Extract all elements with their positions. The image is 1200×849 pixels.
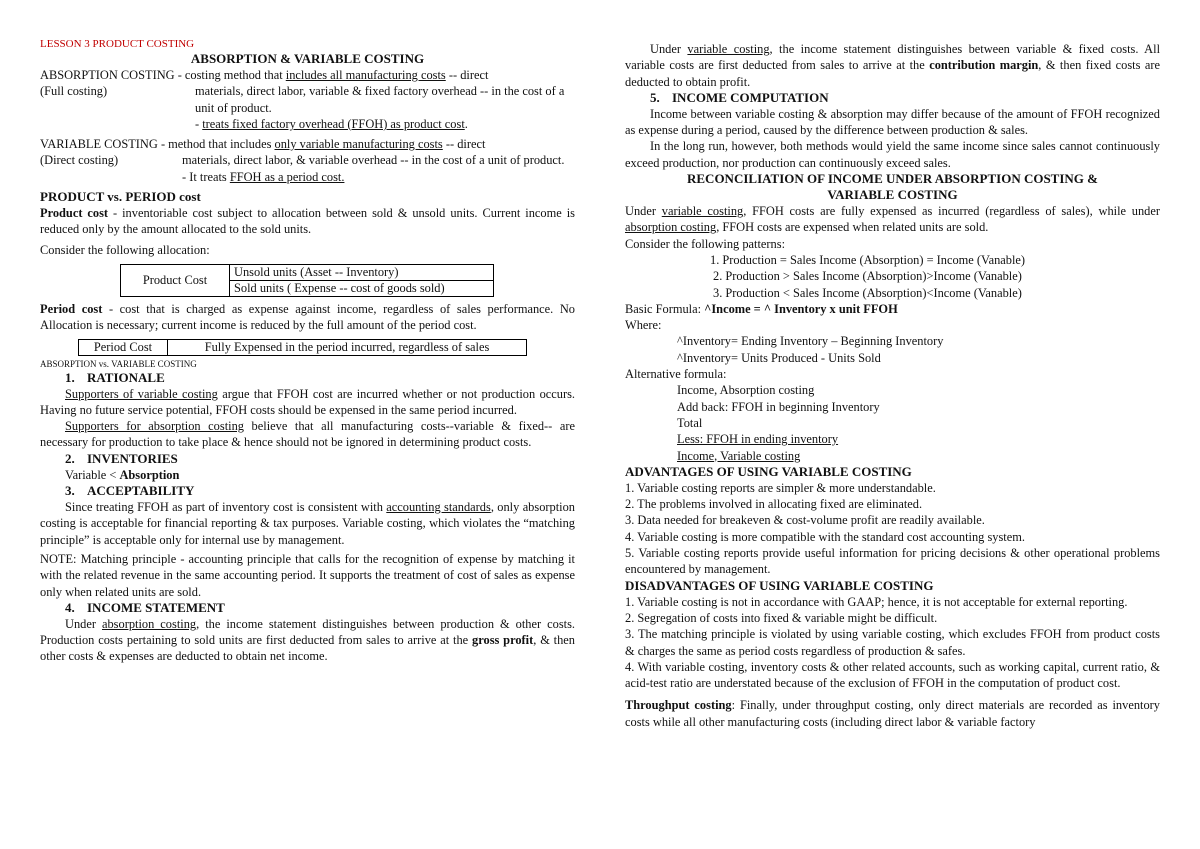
- product-vs-period-heading: PRODUCT vs. PERIOD cost: [40, 189, 201, 205]
- gross-profit: gross profit: [472, 633, 534, 648]
- patterns-list: [625, 252, 1160, 301]
- disadvantages-heading: DISADVANTAGES OF USING VARIABLE COSTING: [625, 577, 934, 593]
- rec-variable: variable costing: [661, 204, 744, 219]
- reconciliation-heading-line2: VARIABLE COSTING: [827, 187, 958, 203]
- advantage-item: 1. Variable costing reports are simpler & more understandable.: [625, 480, 936, 495]
- alt-line: Add back: FFOH in beginning Inventory: [677, 399, 880, 414]
- sold-units-cell: Sold units ( Expense -- cost of goods sold): [230, 280, 494, 296]
- acceptability-heading: [40, 483, 575, 499]
- contribution-margin: contribution margin: [929, 58, 1039, 73]
- acceptability-number: 3.: [65, 483, 75, 499]
- disadvantage-item: 3. The matching principle is violated by using variable costing, which excludes FFOH from product costs & charges the same as period costs regardless of production & safes.: [625, 627, 1160, 658]
- pattern-item: 1. Production = Sales Income (Absorption) = Income (Vanable): [710, 252, 1026, 267]
- where-line1: ^Inventory= Ending Inventory – Beginning Inventory: [677, 334, 944, 349]
- rationale-absorption-text: believe that all manufacturing costs--variable & fixed-- are necessary for production to take place & hence should not be ignored in determining product costs.: [40, 419, 576, 450]
- absorption-rest2: materials, direct labor, variable & fixed factory overhead -- in the cost of a unit of product.: [195, 84, 565, 115]
- full-costing-term: (Full costing): [40, 84, 108, 99]
- acceptability-label: ACCEPTABILITY: [87, 483, 195, 499]
- rec-pre: Under: [625, 204, 662, 219]
- advantages-list: [625, 480, 1160, 578]
- patterns-intro: Consider the following patterns:: [625, 236, 786, 251]
- absorption-ffoh-note: treats fixed factory overhead (FFOH) as product cost: [202, 116, 465, 131]
- variable-dash: - method that includes: [157, 137, 275, 152]
- product-cost-term: Product cost: [40, 206, 109, 221]
- var-pre: Under: [650, 42, 688, 56]
- variable-income-statement-paragraph: [625, 41, 1160, 90]
- income-computation-paragraph2: In the long run, however, both methods would yield the same income since sales cannot continuously exceed production, nor production can continuously exceed sales.: [625, 139, 1160, 170]
- matching-principle-note: NOTE: Matching principle - accounting principle that calls for the recognition of expense by matching it with the related revenue in the same accounting period. It supports the treatment of cost of sales as expense only when related units are sold.: [40, 551, 575, 599]
- period-cost-term: Period cost: [40, 301, 103, 316]
- document-title: ABSORPTION & VARIABLE COSTING: [190, 51, 425, 66]
- reconciliation-heading-line1: RECONCILIATION OF INCOME UNDER ABSORPTION COSTING &: [687, 171, 1098, 187]
- basic-formula: [625, 301, 1160, 317]
- alt-line-income-variable: Income, Variable costing: [677, 448, 801, 463]
- advantage-item: 3. Data needed for breakeven & cost-volume profit are readily available.: [625, 513, 985, 528]
- pattern-item: 2. Production > Sales Income (Absorption)>Income (Vanable): [713, 269, 1022, 284]
- income-computation-heading: [625, 90, 1160, 106]
- inventories-label: INVENTORIES: [87, 450, 178, 466]
- inventories-line: [40, 467, 575, 483]
- variable-term: VARIABLE COSTING: [40, 137, 158, 152]
- absorption-rest1: -- direct: [445, 68, 489, 82]
- income-computation-label: INCOME COMPUTATION: [672, 89, 829, 105]
- right-column: [625, 41, 1160, 730]
- rec-post: , FFOH costs are expensed when related units are sold.: [716, 220, 989, 235]
- acceptability-paragraph: [40, 499, 575, 548]
- acceptability-pre: Since treating FFOH as part of inventory cost is consistent with: [65, 500, 387, 515]
- absorption-dash: - costing method that: [174, 68, 286, 82]
- left-column: [40, 38, 575, 665]
- lesson-label: LESSON 3 PRODUCT COSTING: [40, 38, 195, 50]
- rec-absorption: absorption costing: [625, 220, 717, 235]
- period-cost-text: - cost that is charged as expense against income, regardless of sales performance. No Allocation is necessary; current income is reduced by the full amount of the period cost.: [40, 301, 575, 333]
- alt-line-less: Less: FFOH in ending inventory: [677, 432, 839, 447]
- disadvantages-list: [625, 594, 1160, 692]
- period-cost-paragraph: [40, 301, 575, 334]
- pattern-item: 3. Production < Sales Income (Absorption)<Income (Vanable): [713, 285, 1022, 300]
- advantage-item: 2. The problems involved in allocating fixed are eliminated.: [625, 497, 923, 512]
- inventories-absorption: Absorption: [119, 467, 180, 482]
- absorption-underlined: includes all manufacturing costs: [285, 68, 446, 82]
- unsold-units-cell: Unsold units (Asset -- Inventory): [230, 264, 494, 280]
- throughput-costing-term: Throughput costing: [625, 698, 732, 713]
- advantage-item: 5. Variable costing reports provide useful information for pricing decisions & other operational problems encountered by management.: [625, 546, 1160, 577]
- product-cost-paragraph: [40, 205, 575, 238]
- rationale-variable-text: argue that FFOH cost are incurred whether or not production occurs. Having no future service potential, FFOH costs should be expensed in the same period incurred.: [40, 386, 576, 417]
- accounting-standards: accounting standards: [386, 500, 491, 515]
- comparison-small-heading: ABSORPTION vs. VARIABLE COSTING: [40, 358, 197, 369]
- rationale-absorption-supporters: Supporters for absorption costing: [65, 419, 244, 434]
- disadvantage-item: 1. Variable costing is not in accordance with GAAP; hence, it is not acceptable for external reporting.: [625, 594, 1128, 609]
- income-statement-number: 4.: [65, 599, 75, 615]
- rationale-label: RATIONALE: [87, 369, 165, 385]
- throughput-costing-text: : Finally, under throughput costing, only direct materials are recorded as inventory costs while all other manufacturing costs (including direct labor & variable factory: [625, 698, 1160, 729]
- income-statement-label: INCOME STATEMENT: [87, 599, 225, 615]
- income-statement-pre: Under: [65, 616, 102, 631]
- variable-rest1: -- direct: [442, 137, 486, 152]
- income-statement-post: , & then other costs & expenses are deducted to obtain net income.: [40, 633, 576, 664]
- alt-line: Income, Absorption costing: [677, 383, 815, 398]
- alt-line: Total: [677, 415, 703, 430]
- where-line2: ^Inventory= Units Produced - Units Sold: [677, 350, 881, 365]
- product-cost-text: - inventoriable cost subject to allocation between sold & unsold units. Current income is reduced only by the amount allocated to the sold units.: [40, 206, 575, 237]
- income-computation-number: 5.: [650, 89, 660, 105]
- basic-formula-label: Basic Formula:: [625, 301, 705, 316]
- inventories-heading: [40, 451, 575, 467]
- absorption-line3-post: .: [464, 116, 468, 131]
- absorption-costing-definition: [40, 67, 575, 132]
- disadvantage-item: 4. With variable costing, inventory costs & other related accounts, such as working capital, current ratio, & acid-test ratio are understated because of the exclusion of FFOH in the computation of product cost.: [625, 659, 1160, 691]
- fully-expensed-cell: Fully Expensed in the period incurred, regardless of sales: [168, 339, 527, 355]
- reconciliation-paragraph: [625, 203, 1160, 236]
- variable-underlined: only variable manufacturing costs: [274, 137, 443, 152]
- rationale-absorption-paragraph: [40, 418, 575, 451]
- var-underlined: variable costing: [687, 42, 770, 56]
- period-cost-table: [78, 339, 527, 356]
- basic-formula-expression: ^Income = ^ Inventory x unit FFOH: [704, 301, 898, 316]
- where-label: Where:: [625, 318, 662, 333]
- var-mid: , the income statement distinguishes between variable & fixed costs. All variable costs are first deducted from sales to arrive at the: [625, 42, 1161, 73]
- var-post: , & then fixed costs are deducted to obtain profit.: [625, 58, 1160, 89]
- income-statement-heading: [40, 600, 575, 616]
- income-statement-paragraph: [40, 616, 575, 665]
- absorption-term: ABSORPTION COSTING: [40, 68, 175, 82]
- alternative-formula-lines: [625, 382, 1160, 463]
- rationale-variable-paragraph: [40, 386, 575, 419]
- alternative-formula-label: Alternative formula:: [625, 367, 727, 382]
- consider-allocation: Consider the following allocation:: [40, 242, 210, 257]
- income-statement-mid: , the income statement distinguishes between production & other costs. Production costs pertaining to sold units are first deducted from sales to arrive at the: [40, 616, 576, 648]
- rec-mid: , FFOH costs are fully expensed as incurred (regardless of sales), while under: [743, 204, 1161, 219]
- throughput-costing-paragraph: [625, 697, 1160, 730]
- variable-line3-pre: - It treats: [182, 169, 230, 184]
- inventories-variable: Variable <: [65, 467, 120, 482]
- advantage-item: 4. Variable costing is more compatible with the standard cost accounting system.: [625, 529, 1025, 544]
- advantages-heading: ADVANTAGES OF USING VARIABLE COSTING: [625, 463, 912, 479]
- rationale-heading: [40, 370, 575, 386]
- rationale-variable-supporters: Supporters of variable costing: [65, 386, 218, 401]
- income-statement-absorption: absorption costing: [101, 616, 197, 631]
- variable-costing-definition: [40, 136, 575, 185]
- income-computation-paragraph1: Income between variable costing & absorption may differ because of the amount of FFOH recognized as expense during a period, caused by the difference between production & sales.: [625, 106, 1160, 138]
- acceptability-post: , only absorption costing is acceptable for financial reporting & tax purposes. Variable costing, which violates the “matching principle” is acceptable only for internal use by management.: [40, 500, 575, 547]
- variable-rest2: materials, direct labor, & variable overhead -- in the cost of a unit of product.: [182, 153, 565, 168]
- absorption-line3-pre: -: [195, 116, 203, 131]
- rationale-number: 1.: [65, 369, 75, 385]
- inventories-number: 2.: [65, 450, 75, 466]
- disadvantage-item: 2. Segregation of costs into fixed & variable might be difficult.: [625, 610, 938, 625]
- period-cost-cell: Period Cost: [79, 339, 168, 355]
- direct-costing-term: (Direct costing): [40, 153, 119, 168]
- product-cost-table: [120, 264, 494, 297]
- product-cost-cell: Product Cost: [121, 264, 230, 296]
- variable-ffoh-note: FFOH as a period cost.: [229, 169, 345, 184]
